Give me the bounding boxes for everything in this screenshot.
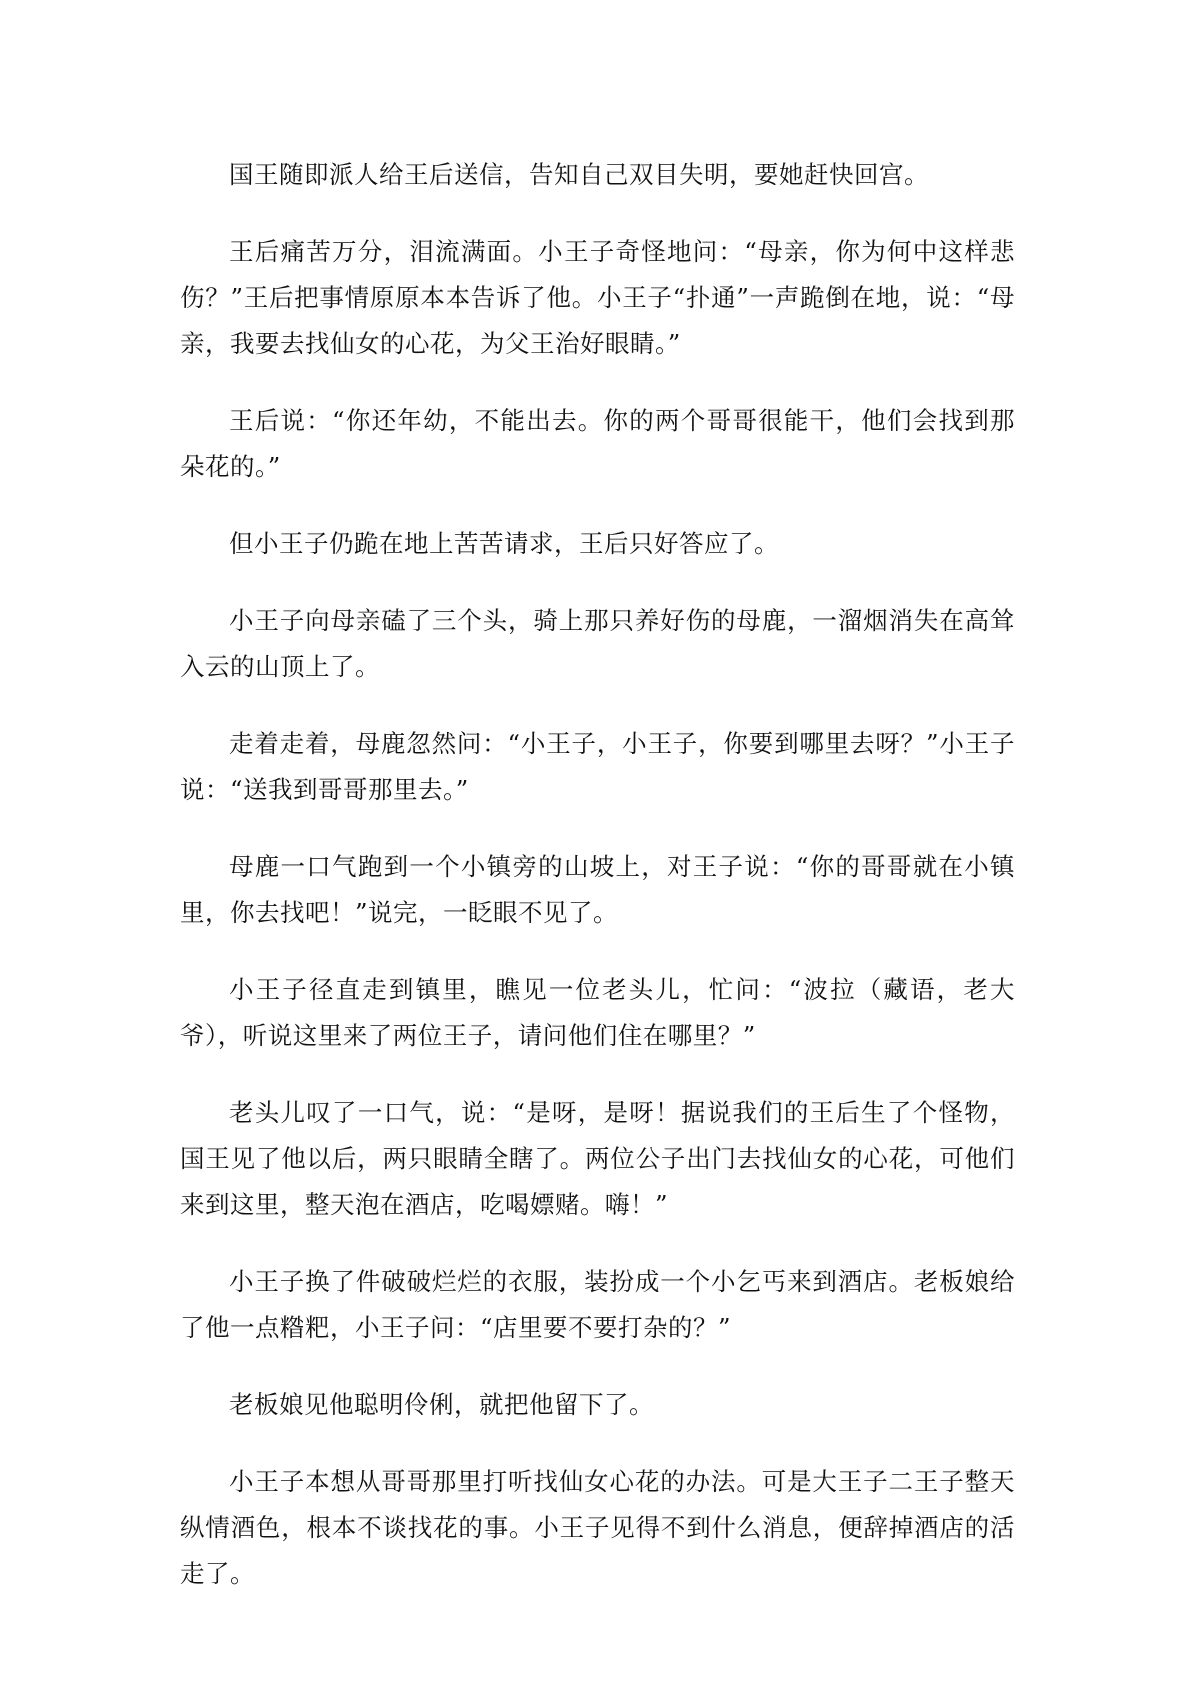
paragraph-9: 老头儿叹了一口气，说：“是呀，是呀！据说我们的王后生了个怪物，国王见了他以后，两只眼睛全瞎了。两位公子出门去找仙女的心花，可他们来到这里，整天泡在酒店，吃喝嫖赌。嗨！” [180, 1098, 1015, 1219]
paragraph-2: 王后痛苦万分，泪流满面。小王子奇怪地问：“母亲，你为何中这样悲伤？”王后把事情原原本本告诉了他。小王子“扑通”一声跪倒在地，说：“母亲，我要去找仙女的心花，为父王治好眼睛。” [180, 237, 1015, 358]
paragraph-3: 王后说：“你还年幼，不能出去。你的两个哥哥很能干，他们会找到那朵花的。” [180, 406, 1015, 481]
paragraph-1: 国王随即派人给王后送信，告知自己双目失明，要她赶快回宫。 [229, 160, 929, 189]
paragraph-5: 小王子向母亲磕了三个头，骑上那只养好伤的母鹿，一溜烟消失在高耸入云的山顶上了。 [180, 606, 1015, 681]
paragraph-4: 但小王子仍跪在地上苦苦请求，王后只好答应了。 [229, 529, 779, 558]
paragraph-12: 小王子本想从哥哥那里打听找仙女心花的办法。可是大王子二王子整天纵情酒色，根本不谈找花的事。小王子见得不到什么消息，便辞掉酒店的活走了。 [180, 1467, 1015, 1588]
paragraph-7: 母鹿一口气跑到一个小镇旁的山坡上，对王子说：“你的哥哥就在小镇里，你去找吧！”说完，一眨眼不见了。 [180, 852, 1015, 927]
paragraph-10: 小王子换了件破破烂烂的衣服，装扮成一个小乞丐来到酒店。老板娘给了他一点糌粑，小王子问：“店里要不要打杂的？” [180, 1267, 1015, 1342]
story-text [180, 152, 1015, 1628]
paragraph-6: 走着走着，母鹿忽然问：“小王子，小王子，你要到哪里去呀？”小王子说：“送我到哥哥那里去。” [180, 729, 1015, 804]
paragraph-11: 老板娘见他聪明伶俐，就把他留下了。 [229, 1390, 654, 1419]
paragraph-8: 小王子径直走到镇里，瞧见一位老头儿，忙问：“波拉（藏语，老大爷），听说这里来了两位王子，请问他们住在哪里？” [180, 975, 1015, 1050]
